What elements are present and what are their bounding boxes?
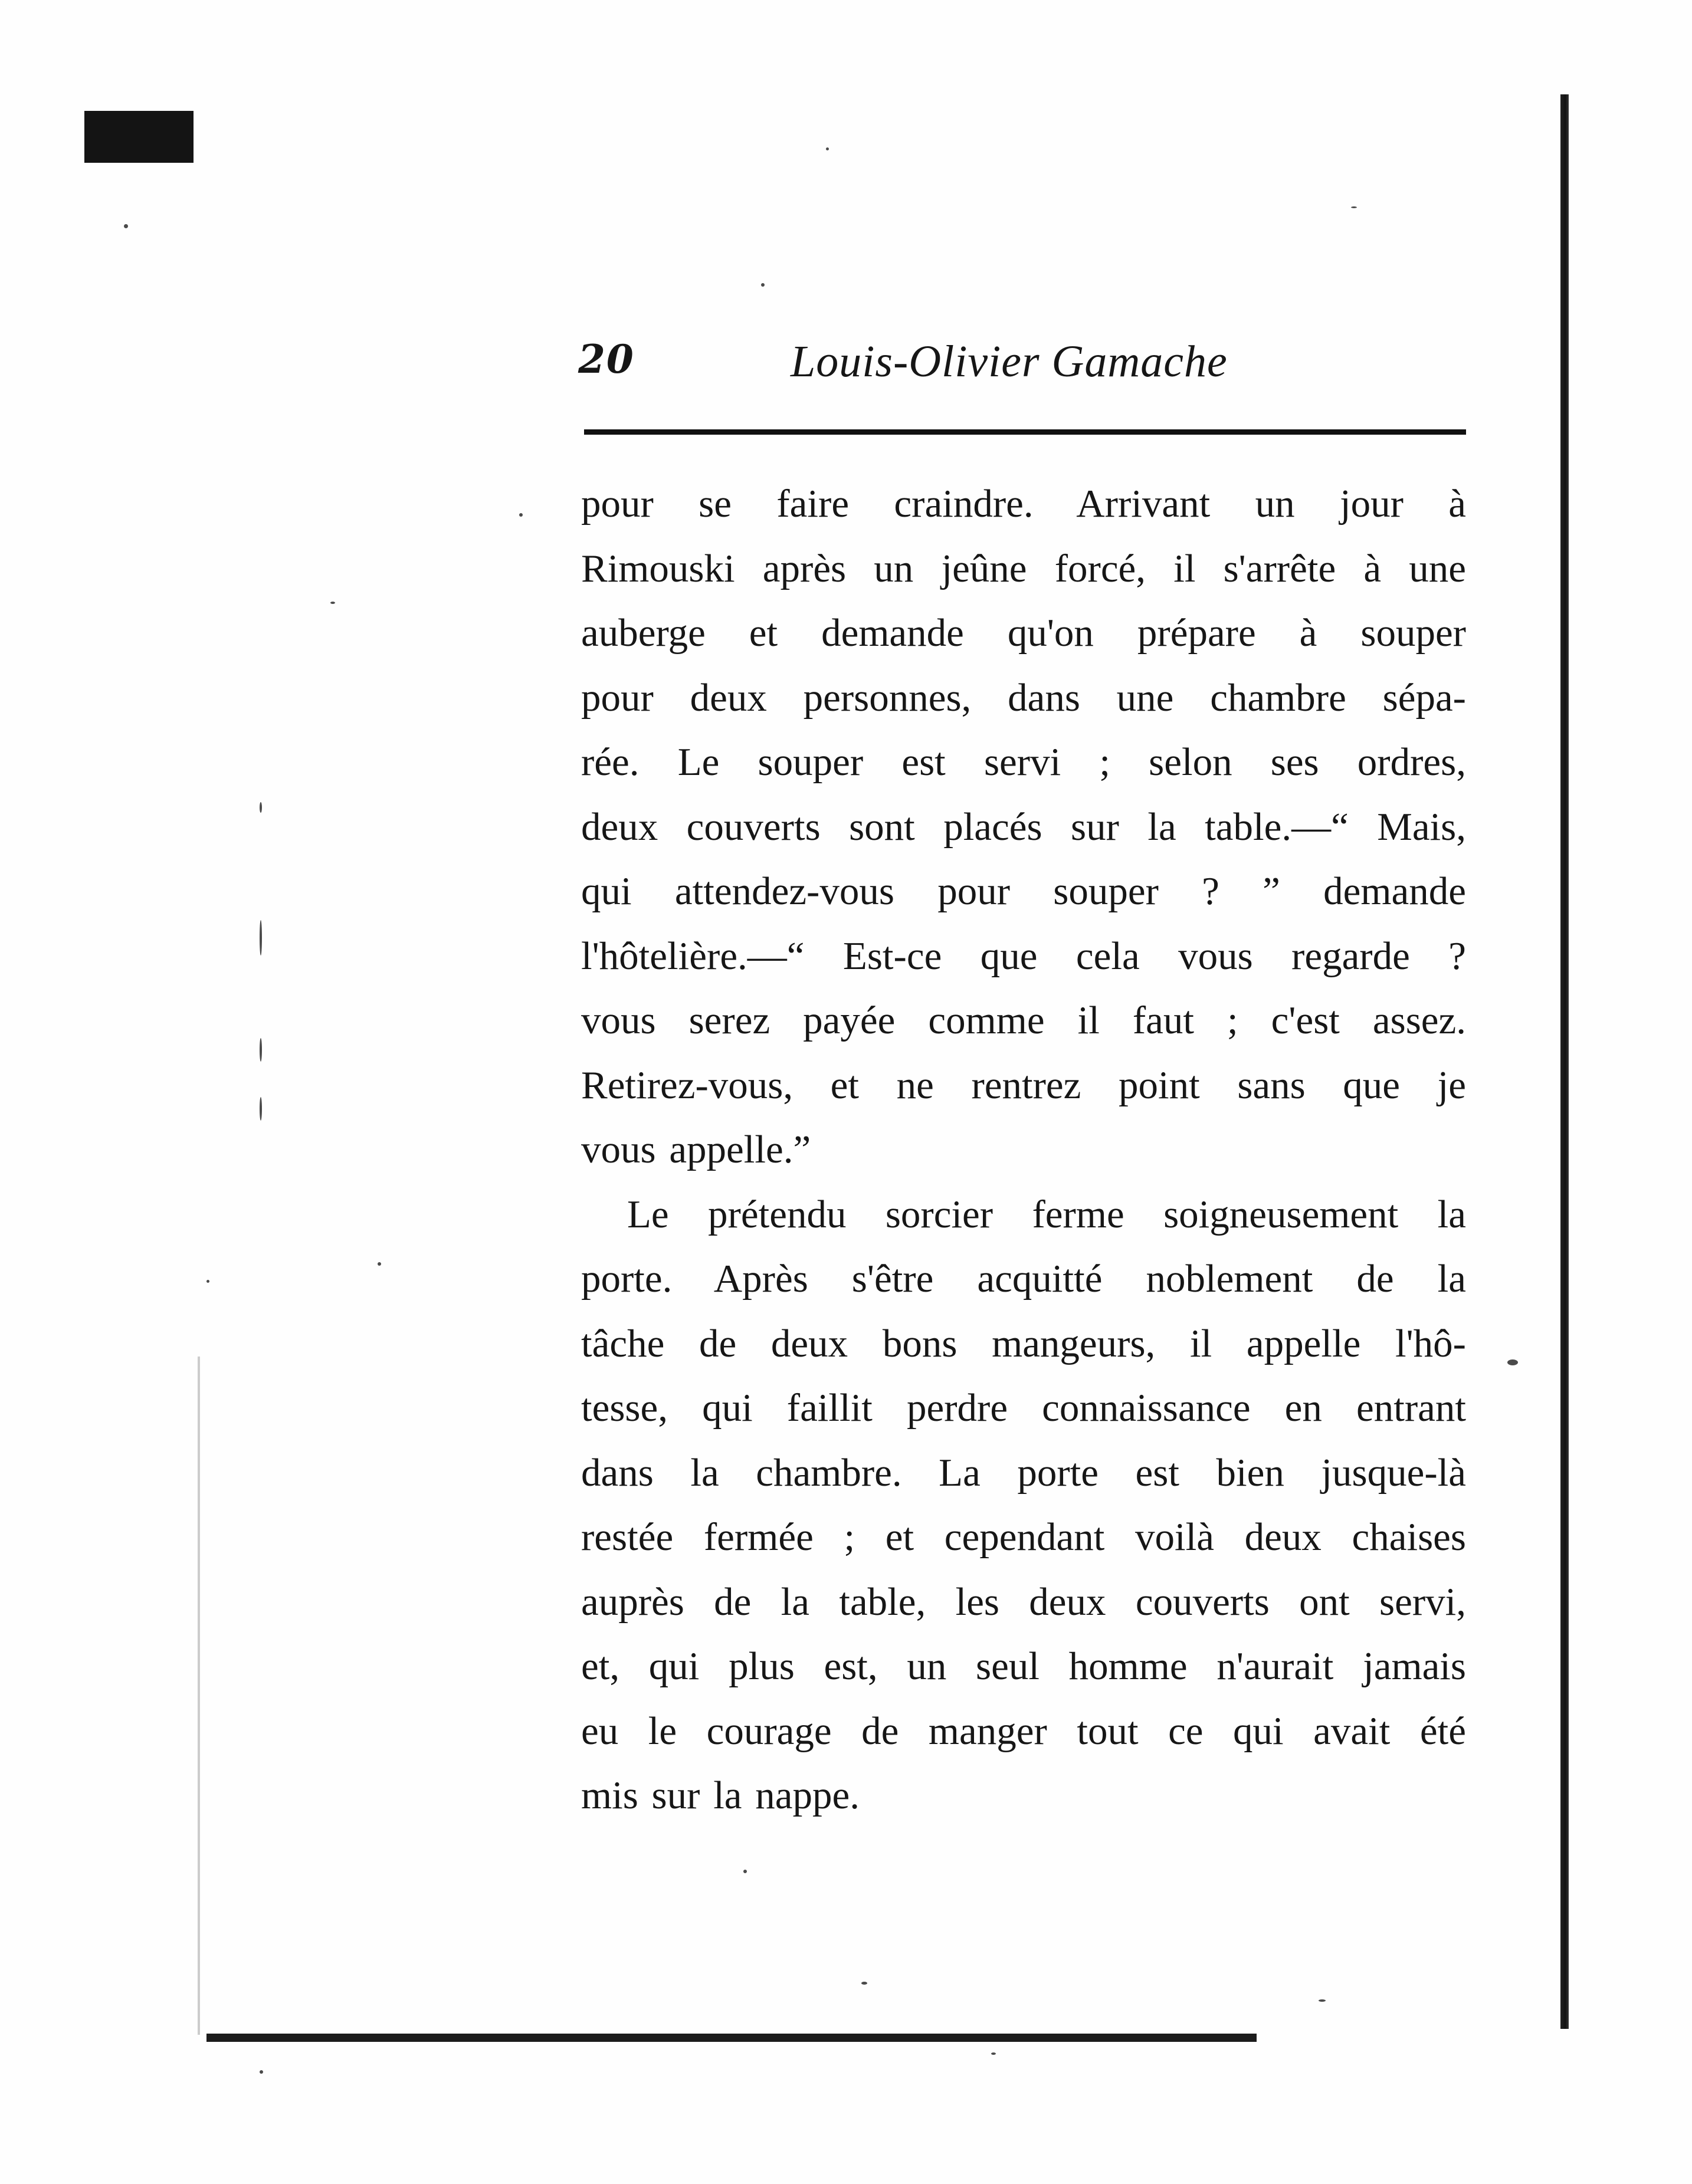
scan-speck [519,513,523,517]
scan-speck [1507,1359,1518,1365]
scan-speck [330,602,335,604]
text-line: deux couverts sont placés sur la table.—“ Mais, [581,804,1466,849]
text-line: mis sur la nappe. [581,1774,860,1817]
page-number: 20 [578,336,635,382]
scan-speck [378,1262,381,1266]
text-line: auprès de la table, les deux couverts ont servi, [581,1579,1466,1624]
scan-speck [861,1982,867,1985]
text-line: pour se faire craindre. Arrivant un jour à [581,482,1466,526]
text-line: eu le courage de manger tout ce qui avait été [581,1709,1466,1753]
text-line: et, qui plus est, un seul homme n'aurait jamais [581,1644,1466,1688]
page-edge-left [198,1357,200,2035]
text-line: Le prétendu sorcier ferme soigneusement la [627,1192,1466,1236]
text-line: qui attendez-vous pour souper ? ” demande [581,869,1466,913]
text-line: tâche de deux bons mangeurs, il appelle l'hô- [581,1321,1466,1365]
text-line: l'hôtelière.—“ Est-ce que cela vous regarde ? [581,934,1466,978]
text-line: restée fermée ; et cependant voilà deux chaises [581,1515,1466,1559]
page-edge-right [1560,94,1569,2029]
header-rule [584,429,1466,435]
scan-speck [991,2052,996,2055]
text-line: Retirez-vous, et ne rentrez point sans que je [581,1063,1466,1107]
body-text [581,472,1466,1828]
scan-speck [761,283,765,287]
text-line: pour deux personnes, dans une chambre sépa- [581,675,1466,720]
scan-speck [260,802,262,813]
scan-speck [826,147,829,150]
text-line: dans la chambre. La porte est bien jusque-là [581,1450,1466,1495]
scan-speck [260,1038,262,1062]
text-line: vous serez payée comme il faut ; c'est assez. [581,999,1466,1042]
scan-speck [1351,206,1357,208]
page-edge-bottom [206,2034,1257,2042]
text-line: vous appelle.” [581,1128,811,1171]
running-head [578,330,1475,395]
scan-speck [260,1097,262,1121]
text-line: porte. Après s'être acquitté noblement de la [581,1257,1466,1300]
scan-speck [260,2070,263,2074]
scan-speck [260,920,262,955]
text-line: tesse, qui faillit perdre connaissance en entrant [581,1386,1466,1430]
scan-speck [1319,1999,1326,2002]
scan-speck [743,1870,747,1873]
scan-speck [206,1280,209,1283]
text-line: rée. Le souper est servi ; selon ses ordres, [581,740,1466,784]
text-line: auberge et demande qu'on prépare à souper [581,611,1466,655]
scan-speck [124,224,128,228]
text-line: Rimouski après un jeûne forcé, il s'arrête à une [581,546,1466,590]
scan-corner-mark [84,111,194,163]
running-title: Louis-Olivier Gamache [791,337,1228,386]
